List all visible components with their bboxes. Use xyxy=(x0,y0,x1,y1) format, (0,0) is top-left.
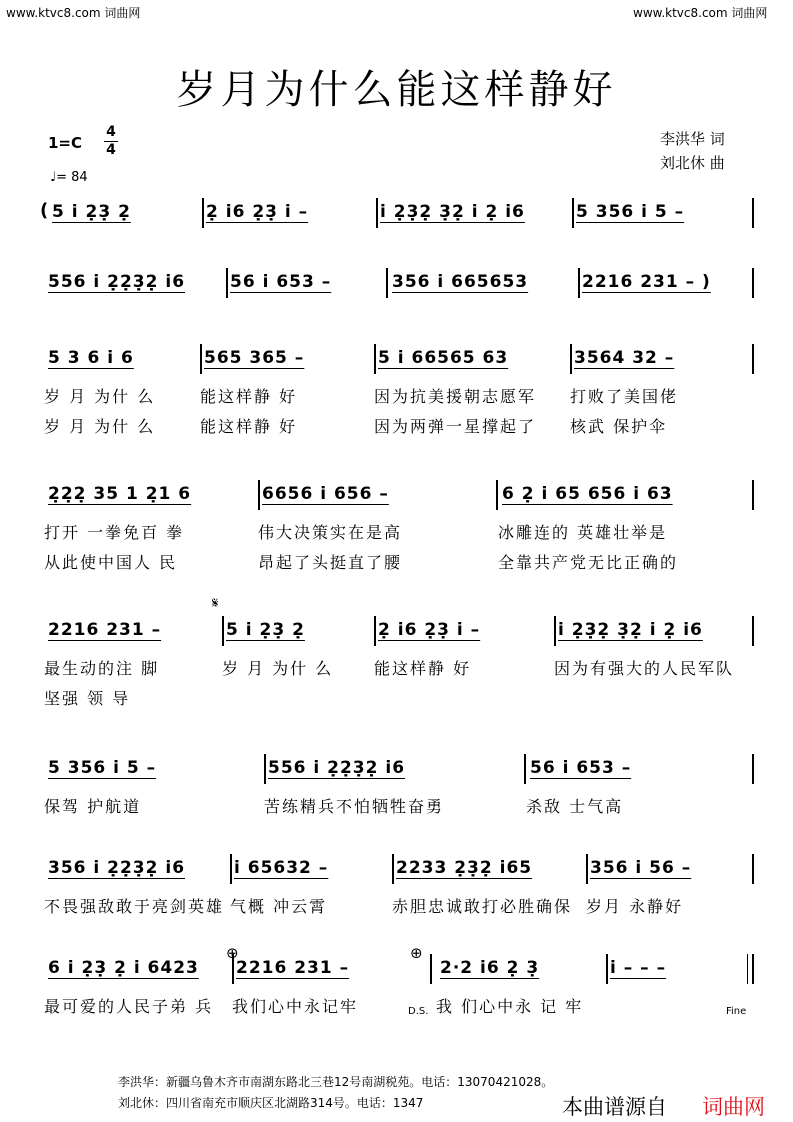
measure-notes: 6 2̣ i 65 656 i 63 xyxy=(502,484,673,504)
lyric-line-1: 伟大决策实在是高 xyxy=(258,523,403,542)
barline xyxy=(524,754,526,784)
lyric-line-1: 因为有强大的人民军队 xyxy=(554,659,735,678)
composer-credit: 刘北休 曲 xyxy=(660,154,725,172)
measure-notes: 5 3 6 i 6 xyxy=(48,348,134,368)
barline xyxy=(586,854,588,884)
measure-notes: 6656 i 656 – xyxy=(262,484,389,504)
meter-bottom: 4 xyxy=(106,142,116,158)
barline xyxy=(496,480,498,510)
lyric-line-1: 赤胆忠诚敢打必胜确保 xyxy=(392,897,573,916)
lyric-line-2: 核武 保护伞 xyxy=(570,417,668,436)
barline xyxy=(264,754,266,784)
barline xyxy=(752,344,754,374)
measure-notes: 56 i 653 – xyxy=(530,758,632,778)
lyric-line-1: 最可爱的人民子弟 兵 xyxy=(44,997,214,1016)
measure-notes: i 65632 – xyxy=(234,858,329,878)
lyric-line-1: 我 们心中永 记 牢 xyxy=(436,997,584,1016)
source-site-link[interactable]: 词曲网 xyxy=(702,1095,765,1119)
lyric-line-1: 岁月 永静好 xyxy=(586,897,684,916)
watermark-left: www.ktvc8.com 词曲网 xyxy=(6,6,141,20)
barline xyxy=(578,268,580,298)
barline xyxy=(752,854,754,884)
score-system-1 xyxy=(40,192,755,238)
measure-notes: 2̣ i6 2̣3̣ i – xyxy=(378,620,481,640)
lyric-line-1: 保驾 护航道 xyxy=(44,797,142,816)
lyric-line-2: 全靠共产党无比正确的 xyxy=(498,553,679,572)
barline xyxy=(430,954,432,984)
score-system-6 xyxy=(40,748,755,794)
lyric-line-1: 气概 冲云霄 xyxy=(230,897,328,916)
lyric-line-1: 因为抗美援朝志愿军 xyxy=(374,387,537,406)
lyric-line-1: 打开 一拳免百 拳 xyxy=(44,523,185,542)
measure-notes: 556 i 2̣2̣3̣2̣ i6 xyxy=(268,758,406,778)
measure-notes: 5 356 i 5 – xyxy=(48,758,157,778)
barline xyxy=(752,480,754,510)
barline xyxy=(230,854,232,884)
measure-notes: i – – – xyxy=(610,958,667,978)
open-paren: ( xyxy=(40,200,49,221)
lyric-line-2: 从此使中国人 民 xyxy=(44,553,178,572)
score-system-8 xyxy=(40,948,755,994)
lyric-line-1: 冰雕连的 英雄壮举是 xyxy=(498,523,668,542)
barline xyxy=(226,268,228,298)
barline xyxy=(752,754,754,784)
measure-notes: i 2̣3̣2̣ 3̣2̣ i 2̣ i6 xyxy=(380,202,525,222)
measure-notes: 3564 32 – xyxy=(574,348,675,368)
measure-notes: 6 i 2̣3̣ 2̣ i 6423 xyxy=(48,958,199,978)
measure-notes: 2216 231 – xyxy=(236,958,350,978)
barline xyxy=(258,480,260,510)
final-barline-thin xyxy=(747,954,748,984)
barline xyxy=(374,616,376,646)
score-system-3 xyxy=(40,338,755,384)
barline xyxy=(386,268,388,298)
ds-marking: D.S. xyxy=(408,1006,429,1017)
coda-sign-2: ⊕ xyxy=(410,944,423,962)
score-system-2 xyxy=(40,262,755,308)
measure-notes: 356 i 665653 xyxy=(392,272,529,292)
measure-notes: 556 i 2̣2̣3̣2̣ i6 xyxy=(48,272,186,292)
measure-notes: 2·2 i6 2̣ 3̣ xyxy=(440,958,540,978)
measure-notes: 2233 2̣3̣2̣ i65 xyxy=(396,858,533,878)
lyric-line-1: 能这样静 好 xyxy=(374,659,472,678)
barline xyxy=(570,344,572,374)
lyric-line-2: 岁 月 为什 么 xyxy=(44,417,156,436)
barline xyxy=(392,854,394,884)
lyric-line-1: 不畏强敌敢于亮剑英雄 xyxy=(44,897,225,916)
lyric-line-1: 我们心中永记牢 xyxy=(232,997,359,1016)
lyric-line-2: 昂起了头挺直了腰 xyxy=(258,553,403,572)
barline xyxy=(606,954,608,984)
lyricist-credit: 李洪华 词 xyxy=(660,130,725,148)
lyricist-contact: 李洪华：新疆乌鲁木齐市南湖东路北三巷12号南湖税苑。电话：13070421028。 xyxy=(118,1075,554,1089)
key-signature: 1=C xyxy=(48,134,83,152)
tempo-marking: ♩= 84 xyxy=(50,170,88,185)
lyric-line-1: 岁 月 为什 么 xyxy=(44,387,156,406)
time-signature xyxy=(104,124,118,159)
measure-notes: 5 i 2̣3̣ 2̣ xyxy=(52,202,131,222)
measure-notes: 5 i 66565 63 xyxy=(378,348,509,368)
measure-notes: 5 i 2̣3̣ 2̣ xyxy=(226,620,305,640)
coda-sign-1: ⊕ xyxy=(226,944,239,962)
measure-notes: 356 i 2̣2̣3̣2̣ i6 xyxy=(48,858,186,878)
score-system-4 xyxy=(40,474,755,520)
composer-contact: 刘北休：四川省南充市顺庆区北湖路314号。电话：1347 xyxy=(118,1096,424,1110)
lyric-line-1: 能这样静 好 xyxy=(200,387,298,406)
measure-notes: 2216 231 – ) xyxy=(582,272,711,292)
barline xyxy=(752,198,754,228)
lyric-line-1: 最生动的注 脚 xyxy=(44,659,160,678)
lyric-line-1: 苦练精兵不怕牺牲奋勇 xyxy=(264,797,445,816)
barline xyxy=(752,954,754,984)
barline xyxy=(752,616,754,646)
measure-notes: 5 356 i 5 – xyxy=(576,202,685,222)
barline xyxy=(572,198,574,228)
lyric-line-2: 因为两弹一星撑起了 xyxy=(374,417,537,436)
measure-notes: 356 i 56 – xyxy=(590,858,692,878)
score-system-7 xyxy=(40,848,755,894)
barline xyxy=(200,344,202,374)
measure-notes: 2̣2̣2̣ 35 1 2̣1 6 xyxy=(48,484,192,504)
measure-notes: 2̣ i6 2̣3̣ i – xyxy=(206,202,309,222)
measure-notes: i 2̣3̣2̣ 3̣2̣ i 2̣ i6 xyxy=(558,620,703,640)
lyric-line-2: 坚强 领 导 xyxy=(44,689,131,708)
source-label: 本曲谱源自 xyxy=(562,1095,667,1119)
barline xyxy=(222,616,224,646)
meter-top: 4 xyxy=(106,124,116,140)
barline xyxy=(202,198,204,228)
barline xyxy=(752,268,754,298)
measure-notes: 56 i 653 – xyxy=(230,272,332,292)
segno-sign: 𝄋 xyxy=(212,594,219,612)
watermark-right: www.ktvc8.com 词曲网 xyxy=(633,6,768,20)
lyric-line-1: 岁 月 为什 么 xyxy=(222,659,334,678)
barline xyxy=(554,616,556,646)
score-system-5 xyxy=(40,610,755,656)
measure-notes: 565 365 – xyxy=(204,348,305,368)
barline xyxy=(376,198,378,228)
lyric-line-1: 打败了美国佬 xyxy=(570,387,679,406)
fine-marking: Fine xyxy=(726,1006,747,1017)
barline xyxy=(374,344,376,374)
lyric-line-1: 杀敌 士气高 xyxy=(526,797,624,816)
measure-notes: 2216 231 – xyxy=(48,620,162,640)
page-title: 岁月为什么能这样静好 xyxy=(176,67,617,113)
lyric-line-2: 能这样静 好 xyxy=(200,417,298,436)
